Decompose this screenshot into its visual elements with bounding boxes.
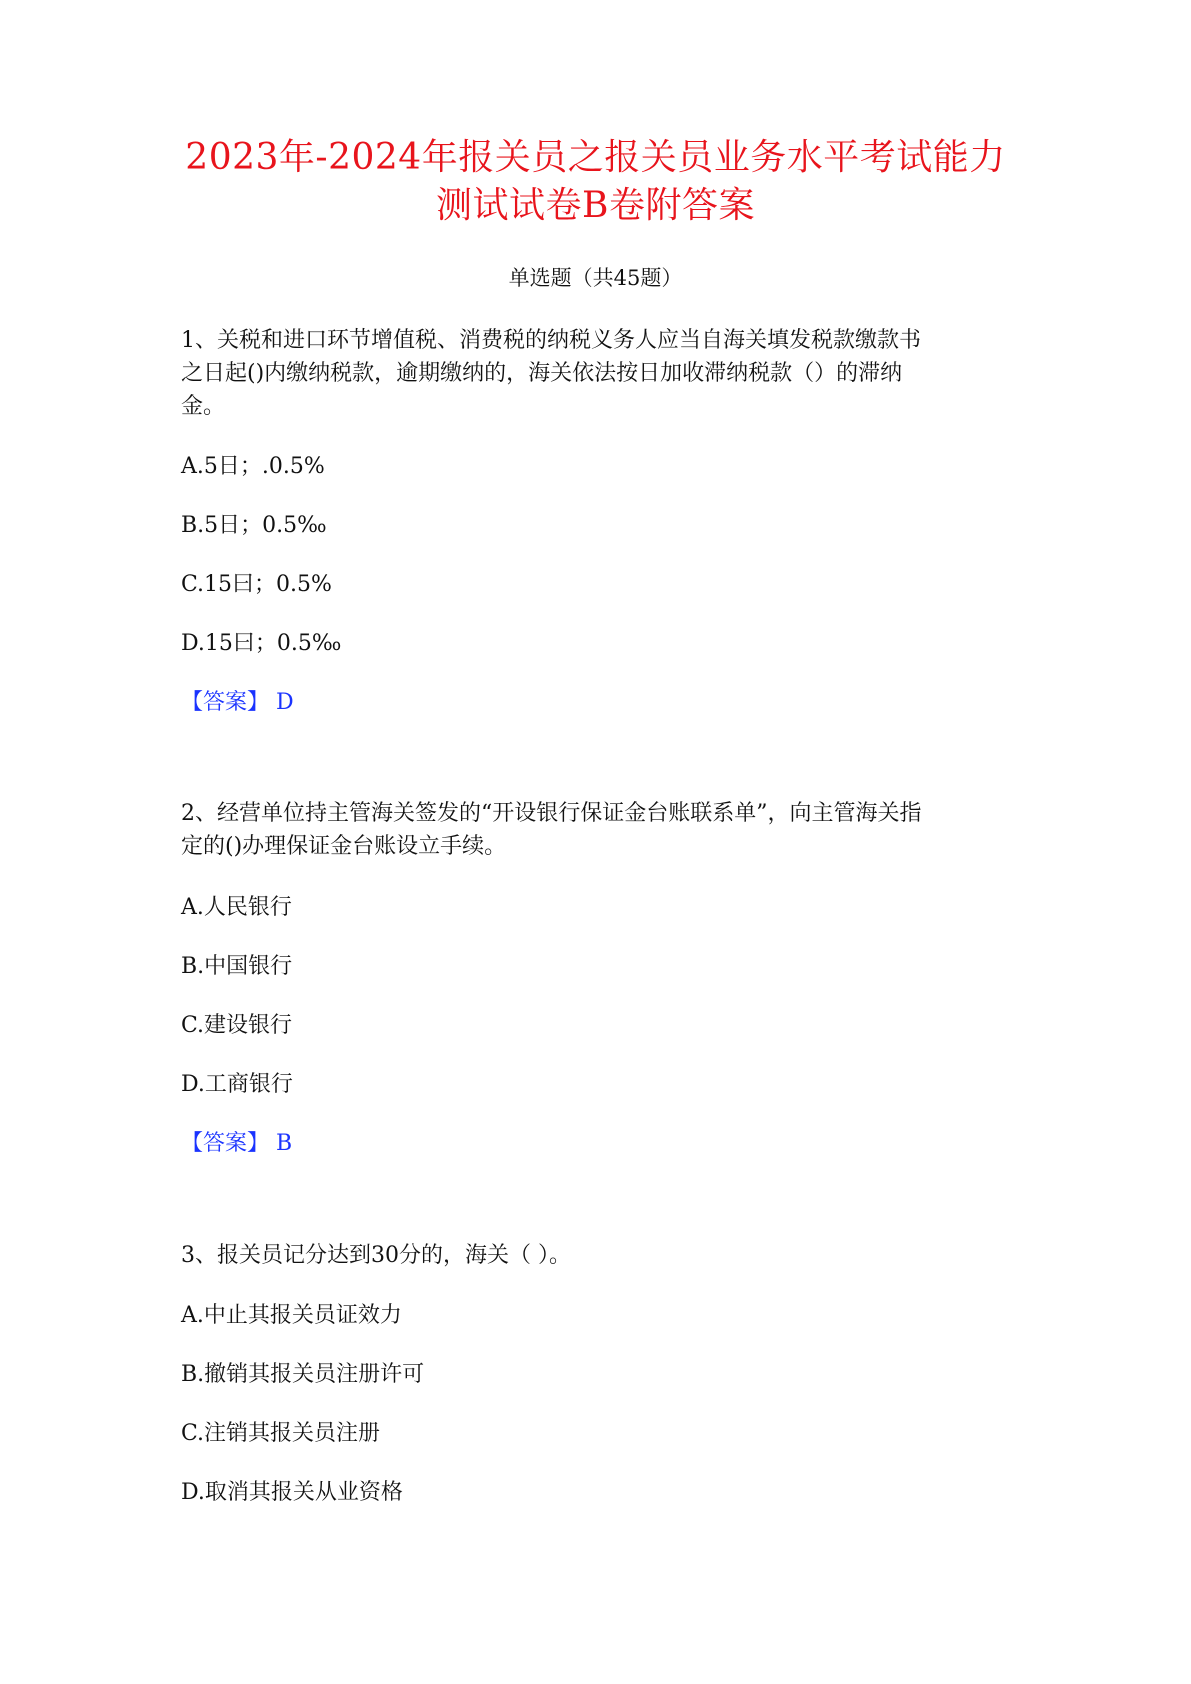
question-1-answer: 【答案】 D <box>181 690 294 715</box>
question-1-stem-line-1: 1、关税和进口环节增值税、消费税的纳税义务人应当自海关填发税款缴款书 <box>181 328 921 353</box>
question-3-option-a: A.中止其报关员证效力 <box>181 1303 402 1328</box>
question-1-option-a: A.5日；.0.5% <box>181 454 325 479</box>
section-heading: 单选题（共45题） <box>508 266 683 290</box>
question-1-option-c: C.15曰；0.5% <box>181 572 332 597</box>
question-2-answer: 【答案】 B <box>181 1131 293 1156</box>
question-2-stem-line-1: 2、经营单位持主管海关签发的“开设银行保证金台账联系单”，向主管海关指 <box>181 801 922 826</box>
question-3-stem-line-1: 3、报关员记分达到30分的，海关（ ）。 <box>181 1243 571 1268</box>
question-1-stem-line-3: 金。 <box>181 394 226 419</box>
question-1-option-b: B.5日；0.5‰ <box>181 513 327 538</box>
question-1-stem-line-2: 之日起()内缴纳税款，逾期缴纳的，海关依法按日加收滞纳税款（）的滞纳 <box>181 361 903 386</box>
question-3-option-b: B.撤销其报关员注册许可 <box>181 1362 425 1387</box>
document-title-line-1: 2023年-2024年报关员之报关员业务水平考试能力 <box>185 137 1006 178</box>
question-3-option-c: C.注销其报关员注册 <box>181 1421 381 1446</box>
document-title-line-2: 测试试卷B卷附答案 <box>436 185 755 226</box>
question-3-option-d: D.取消其报关从业资格 <box>181 1480 403 1505</box>
question-2-option-d: D.工商银行 <box>181 1072 293 1097</box>
question-2-option-b: B.中国银行 <box>181 954 293 979</box>
question-1-option-d: D.15曰；0.5‰ <box>181 631 342 656</box>
question-2-stem-line-2: 定的()办理保证金台账设立手续。 <box>181 834 507 859</box>
question-2-option-c: C.建设银行 <box>181 1013 293 1038</box>
question-2-option-a: A.人民银行 <box>181 895 292 920</box>
